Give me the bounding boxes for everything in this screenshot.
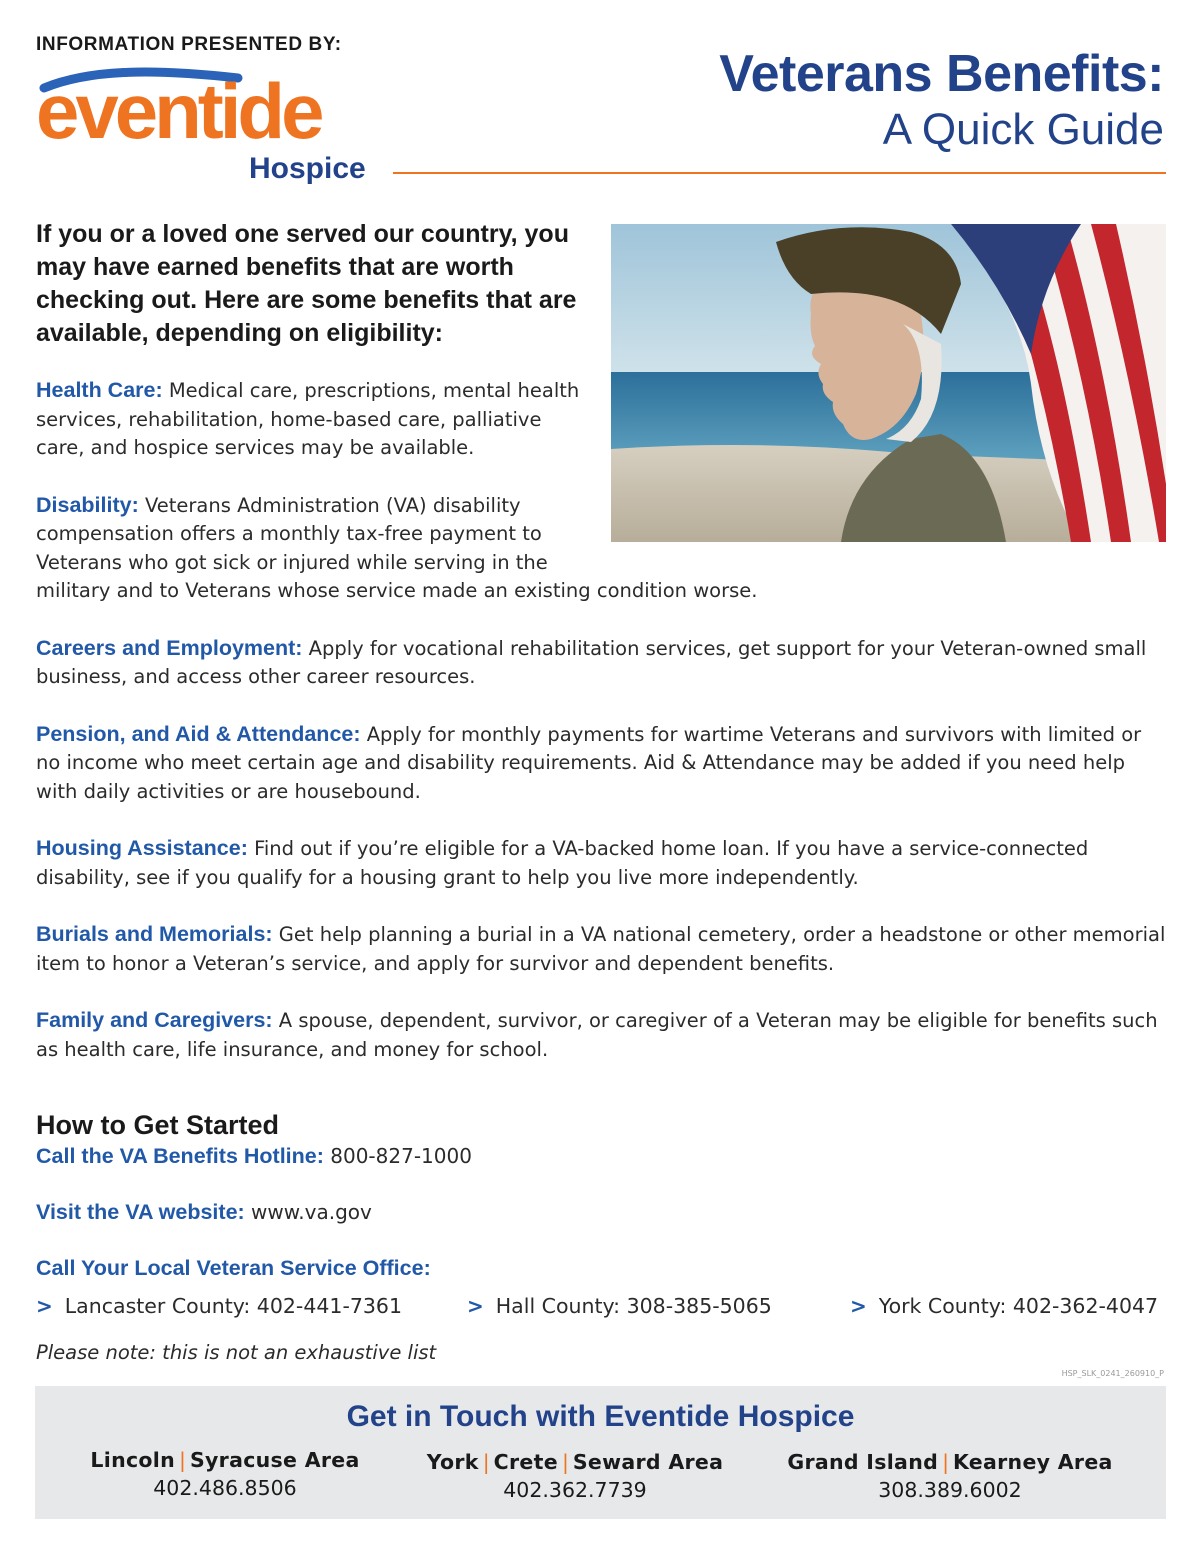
eventide-logo bbox=[30, 62, 390, 192]
benefit-text: Apply for vocational rehabilitation services, get support for your Veteran-owned small business, and access other career resources. bbox=[36, 636, 1147, 688]
benefit-label: Burials and Memorials: bbox=[36, 922, 273, 946]
logo-subtitle: Hospice bbox=[249, 152, 366, 185]
county-york bbox=[850, 1294, 1158, 1318]
benefit-label: Housing Assistance: bbox=[36, 836, 248, 860]
area-grand-island: Grand Island | Kearney Area 308.389.6002 bbox=[775, 1450, 1125, 1502]
county-hall bbox=[467, 1294, 772, 1318]
area-name: Crete bbox=[493, 1450, 558, 1474]
county-text: Lancaster County: 402-441-7361 bbox=[64, 1294, 403, 1318]
logo-wordmark: eventide bbox=[36, 67, 321, 155]
presented-by-label: INFORMATION PRESENTED BY: bbox=[36, 34, 342, 55]
chevron-right-icon: > bbox=[850, 1294, 867, 1318]
county-lancaster bbox=[36, 1294, 402, 1318]
area-name: Kearney Area bbox=[952, 1450, 1113, 1474]
benefit-text: Medical care, prescriptions, mental health services, rehabilitation, home-based care, palliative care, and hospice services may be available. bbox=[36, 379, 580, 459]
area-name: Grand Island bbox=[787, 1450, 939, 1474]
va-hotline-label: Call the VA Benefits Hotline: bbox=[36, 1144, 324, 1168]
county-text: Hall County: 308-385-5065 bbox=[495, 1294, 772, 1318]
benefit-housing bbox=[36, 834, 1166, 892]
va-hotline-line bbox=[36, 1144, 472, 1169]
benefit-text: Get help planning a burial in a VA national cemetery, order a headstone or other memorial item to honor a Veteran’s service, and apply for survivor and dependent benefits. bbox=[36, 923, 1166, 975]
header-divider bbox=[393, 172, 1166, 174]
page-subtitle: A Quick Guide bbox=[882, 105, 1164, 154]
benefit-label: Health Care: bbox=[36, 378, 163, 402]
area-name: Seward Area bbox=[572, 1450, 724, 1474]
area-phone[interactable]: 402.362.7739 bbox=[503, 1478, 647, 1502]
area-name: Syracuse Area bbox=[189, 1448, 360, 1472]
area-phone[interactable]: 308.389.6002 bbox=[878, 1478, 1022, 1502]
benefit-text: A spouse, dependent, survivor, or caregiver of a Veteran may be eligible for benefits such as health care, life insurance, and money for school. bbox=[36, 1009, 1158, 1061]
footer-title: Get in Touch with Eventide Hospice bbox=[346, 1400, 855, 1433]
chevron-right-icon: > bbox=[36, 1294, 53, 1318]
benefit-careers bbox=[36, 634, 1166, 692]
area-name: Lincoln bbox=[90, 1448, 176, 1472]
document-code: HSP_SLK_0241_260910_P bbox=[1061, 1369, 1164, 1378]
local-office-line bbox=[36, 1256, 431, 1281]
va-hotline-number[interactable]: 800-827-1000 bbox=[323, 1144, 472, 1168]
get-started-heading: How to Get Started bbox=[36, 1110, 280, 1140]
benefit-label: Family and Caregivers: bbox=[36, 1008, 273, 1032]
chevron-right-icon: > bbox=[467, 1294, 484, 1318]
benefit-label: Pension, and Aid & Attendance: bbox=[36, 721, 361, 746]
va-website-link[interactable]: www.va.gov bbox=[244, 1200, 372, 1224]
intro-text: If you or a loved one served our country, you may have earned benefits that are worth checking out. Here are some benefits that are available, depending on eligibility: bbox=[36, 220, 577, 347]
benefit-text: Find out if you’re eligible for a VA-backed home loan. If you have a service-connected disability, see if you qualify for a housing grant to help you live more independently. bbox=[36, 837, 1089, 889]
area-phone[interactable]: 402.486.8506 bbox=[153, 1476, 297, 1500]
benefit-text: Veterans Administration (VA) disability compensation offers a monthly tax-free payment to Veterans who got sick or injured while serving in the military and to Veterans whose service made an existing condition worse. bbox=[36, 493, 758, 602]
area-lincoln: Lincoln | Syracuse Area 402.486.8506 bbox=[75, 1448, 375, 1500]
local-office-label: Call Your Local Veteran Service Office: bbox=[36, 1256, 431, 1280]
county-text: York County: 402-362-4047 bbox=[878, 1294, 1159, 1318]
benefit-label: Careers and Employment: bbox=[36, 635, 303, 660]
benefit-pension bbox=[36, 720, 1166, 807]
page-title: Veterans Benefits: bbox=[719, 45, 1164, 103]
va-website-label: Visit the VA website: bbox=[36, 1200, 245, 1224]
va-website-line bbox=[36, 1200, 372, 1225]
disclaimer-note: Please note: this is not an exhaustive list bbox=[36, 1341, 437, 1364]
area-name: York bbox=[426, 1450, 479, 1474]
benefits-list bbox=[36, 376, 1166, 1092]
benefit-label: Disability: bbox=[36, 492, 139, 517]
benefit-burials bbox=[36, 920, 1166, 978]
contact-footer bbox=[35, 1386, 1166, 1519]
benefit-family bbox=[36, 1006, 1166, 1064]
area-york: York | Crete | Seward Area 402.362.7739 bbox=[415, 1450, 735, 1502]
benefit-text: Apply for monthly payments for wartime Veterans and survivors with limited or no income who meet certain age and disability requirements. Aid & Attendance may be added if you need help with daily activities or are housebound. bbox=[36, 722, 1142, 803]
